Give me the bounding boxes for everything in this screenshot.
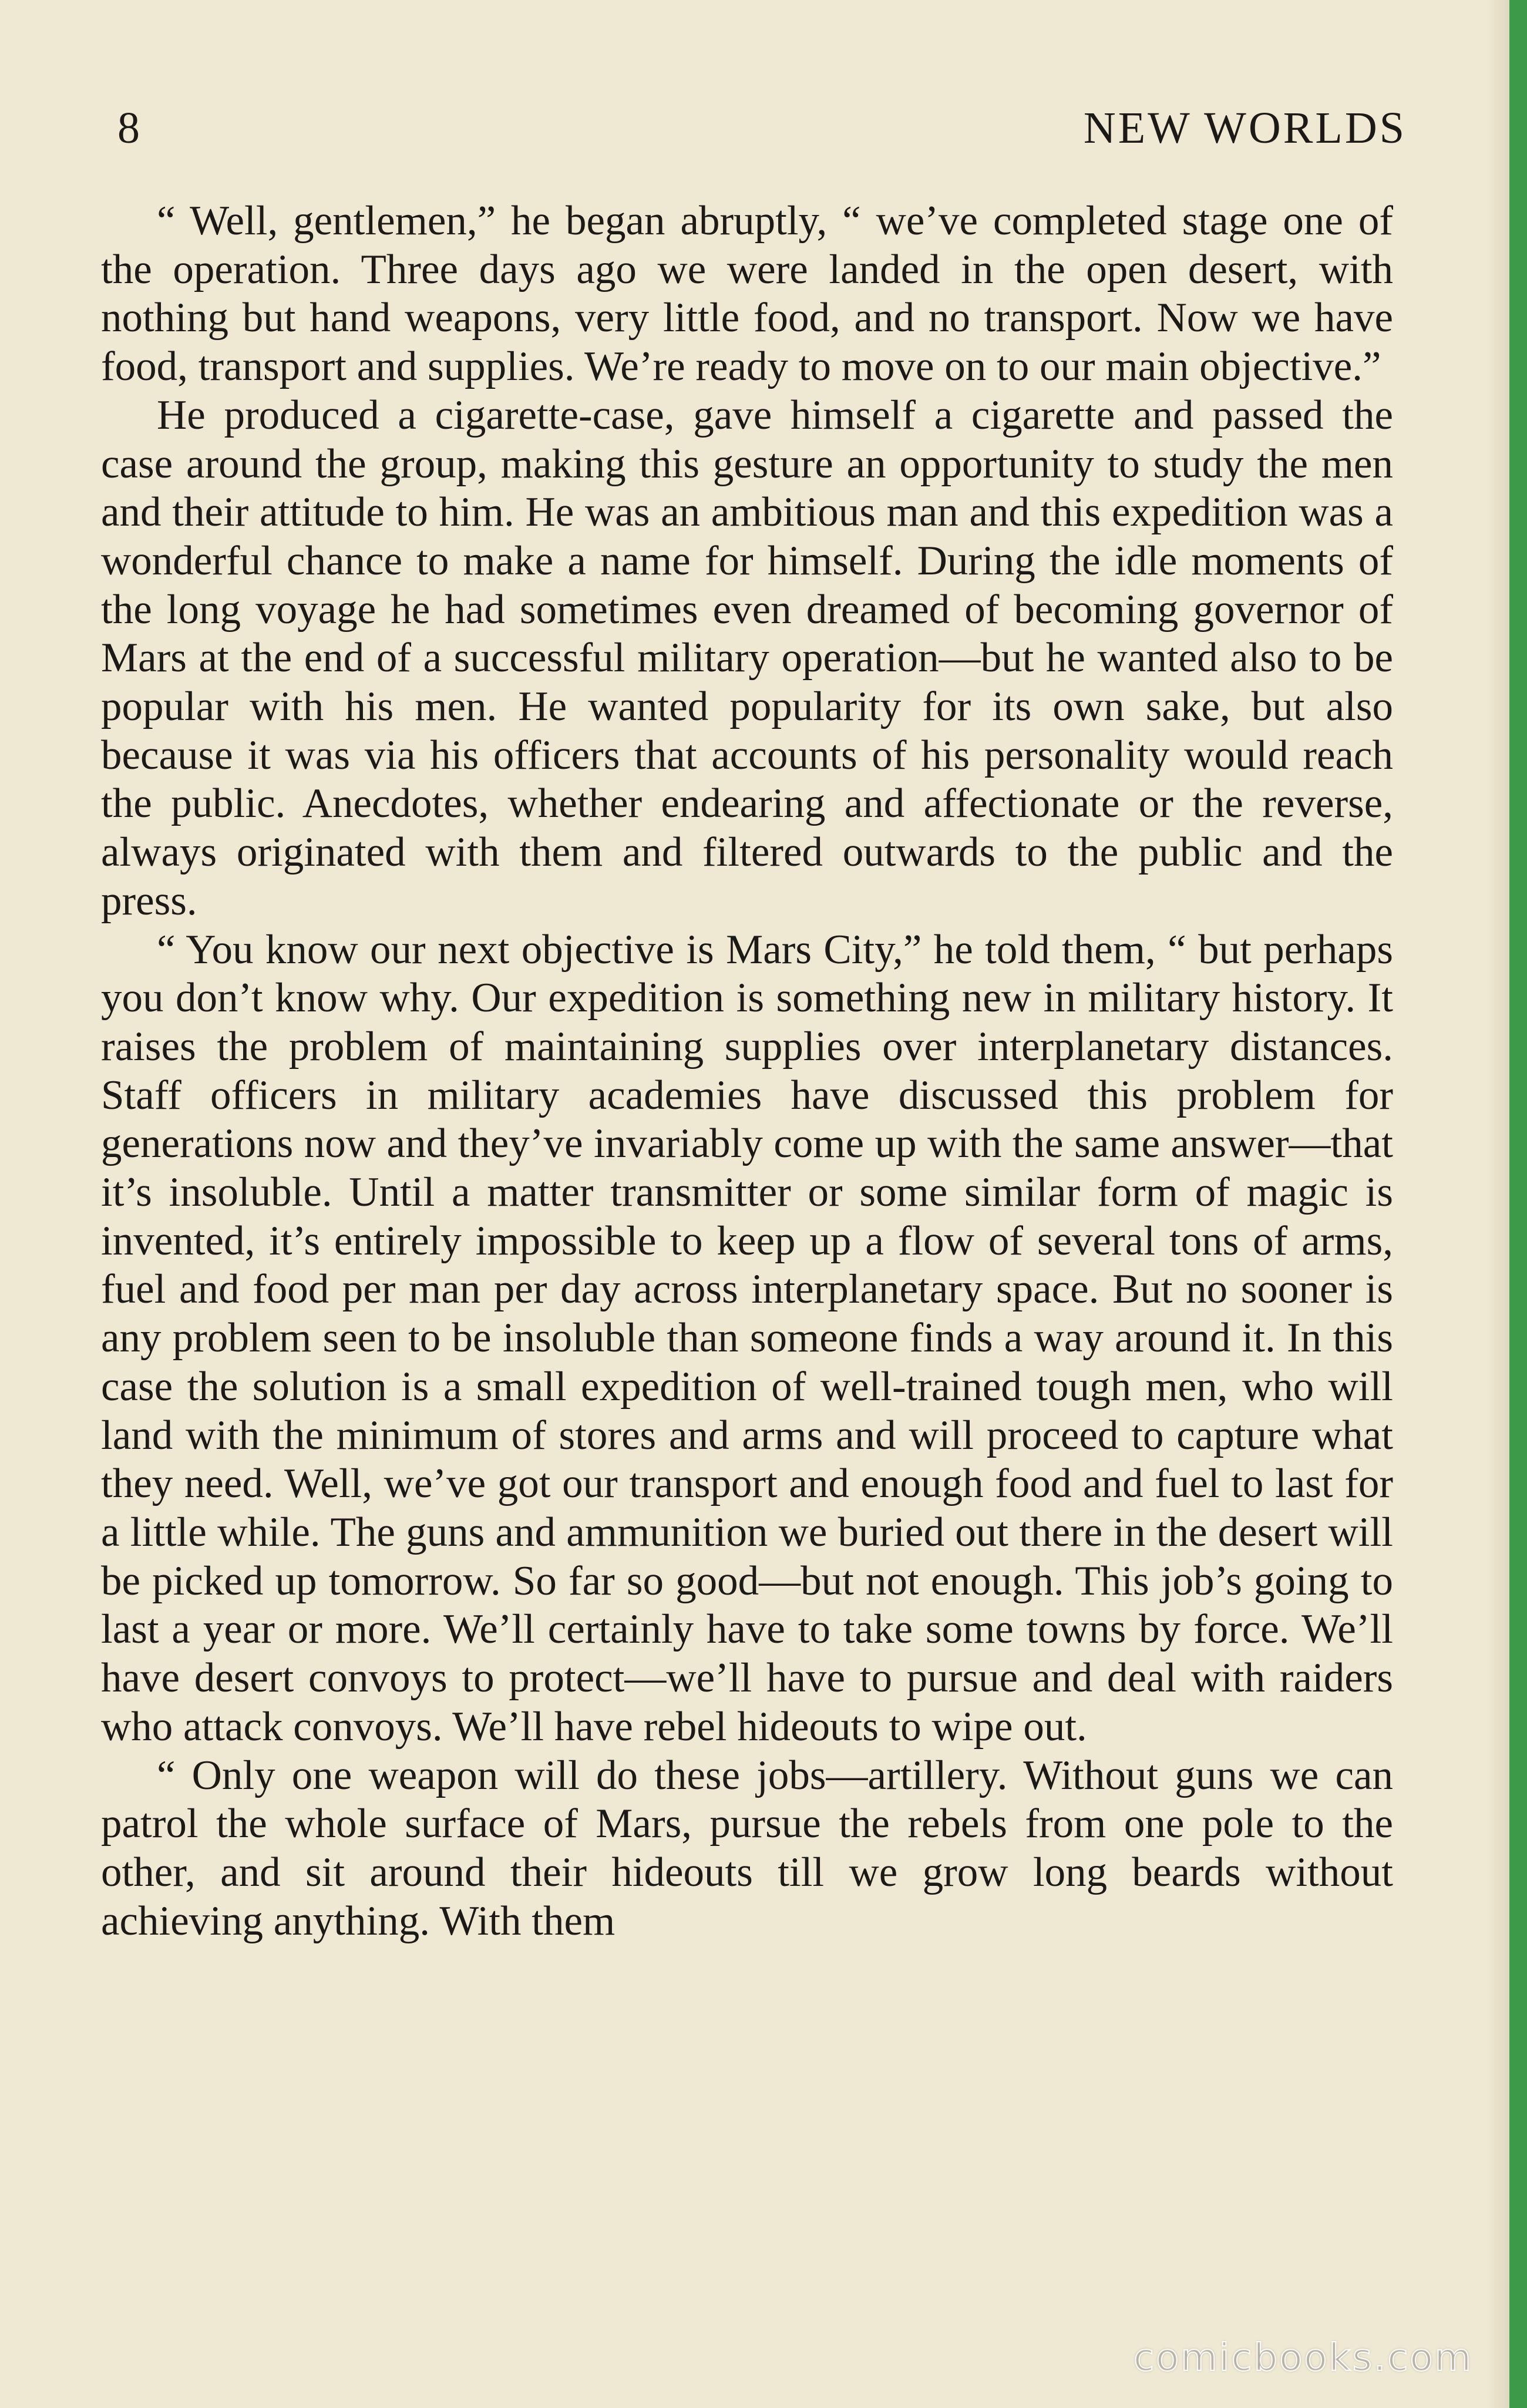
paragraph: “ Only one weapon will do these jobs—artillery. Without guns we can patrol the whole surface of Mars, pursue the rebels from one pole to the other, and sit around their hideouts till we grow long beards without achieving anything. With them — [101, 1752, 1393, 1944]
paragraph: “ Well, gentlemen,” he began abruptly, “ we’ve completed stage one of the operation. Three days ago we were landed in the open desert, with nothing but hand weapons, very little food, and no transport. Now we have food, transport and supplies. We’re ready to move on to our main objective.” — [101, 198, 1393, 390]
paragraph: “ You know our next objective is Mars City,” he told them, “ but perhaps you don’t know why. Our expedition is something new in military history. It raises the problem of maintaining supplies over interplanetary distances. Staff officers in military academies have discussed this problem for generations now and they’ve invariably come up with the same answer—that it’s insoluble. Until a matter transmitter or some similar form of magic is invented, it’s entirely impossible to keep up a flow of several tons of arms, fuel and food per man per day across interplanetary space. But no sooner is any problem seen to be insoluble than someone finds a way around it. In this case the solution is a small expedition of well-trained tough men, who will land with the minimum of stores and arms and will proceed to capture what they need. Well, we’ve got our transport and enough food and fuel to last for a little while. The guns and ammunition we buried out there in the desert will be picked up tomorrow. So far so good—but not enough. This job’s going to last a year or more. We’ll certainly have to take some towns by force. We’ll have desert convoys to protect—we’ll have to pursue and deal with raiders who attack convoys. We’ll have rebel hideouts to wipe out. — [101, 926, 1393, 1750]
page-number: 8 — [117, 103, 140, 153]
body-text — [101, 197, 1393, 1945]
running-title: NEW WORLDS — [1083, 103, 1407, 153]
paragraph: He produced a cigarette-case, gave himself a cigarette and passed the case around the group, making this gesture an opportunity to study the men and their attitude to him. He was an ambitious man and this expedition was a wonderful chance to make a name for himself. During the idle moments of the long voyage he had sometimes even dreamed of becoming governor of Mars at the end of a successful military operation—but he wanted also to be popular with his men. He wanted popularity for its own sake, but also because it was via his officers that accounts of his personality would reach the public. Anecdotes, whether endearing and affectionate or the reverse, always originated with them and filtered outwards to the public and the press. — [101, 392, 1393, 924]
page-header — [117, 99, 1407, 157]
watermark: comicbooks.com — [1133, 2336, 1473, 2380]
